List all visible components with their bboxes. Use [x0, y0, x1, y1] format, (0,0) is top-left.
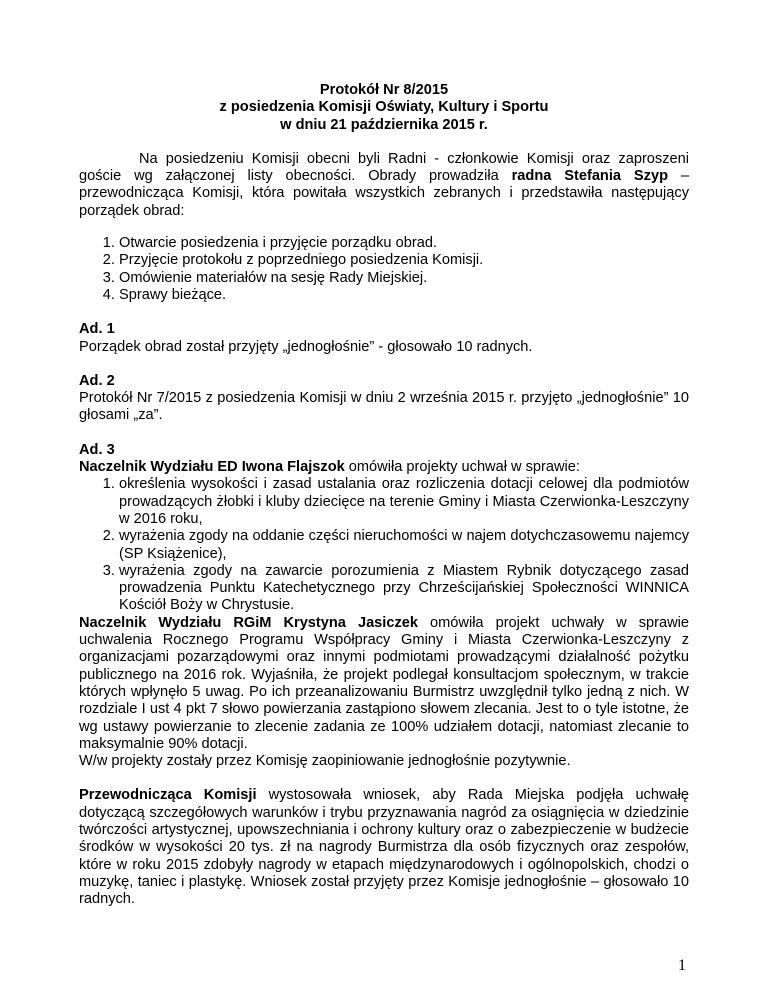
section-ad3 — [79, 442, 689, 771]
intro-paragraph — [79, 151, 689, 220]
ad1-heading: Ad. 1 — [79, 321, 115, 338]
section-ad2 — [79, 373, 689, 425]
ed-department-head: Naczelnik Wydziału ED Iwona Flajszok — [79, 459, 345, 476]
resolution-item: 3. wyrażenia zgody na zawarcie porozumienia z Miastem Rybnik dotyczącego zasad prowadzenia Punktu Katechetycznego przy Chrześcijańskiej Społeczności WINNICA Kościół Boży w Chrystusie. — [119, 563, 689, 615]
agenda-list — [79, 235, 689, 304]
ad3-p1-text: omówiła projekty uchwał w sprawie: — [344, 459, 580, 476]
title-line-1: Protokół Nr 8/2015 — [319, 82, 449, 98]
title-line-3: w dniu 21 października 2015 r. — [280, 116, 488, 133]
motion-author: Przewodnicząca Komisji — [79, 787, 257, 804]
agenda-item: 4. Sprawy bieżące. — [119, 287, 689, 304]
title-line-2: z posiedzenia Komisji Oświaty, Kultury i Sportu — [219, 99, 549, 116]
ad3-p2-text: omówiła projekt uchwały w sprawie uchwalenia Rocznego Programu Współpracy Gminy i Miasta Czerwionka-Leszczyny z organizacjami pozarządowymi oraz innymi podmiotami prowadzącymi działalność pożytku publicznego na 2016 rok. Wyjaśniła, że projekt podlegał konsultacjom społecznym, w trakcie których wpłynęło 5 uwag. Po ich przeanalizowaniu Burmistrz uwzględnił tylko jedną z nich. W rozdziale I ust 4 pkt 7 słowo powierzania zastąpiono słowem zlecania. Jest to o tyle istotne, że wg ustawy powierzanie to zlecenie zadania ze 100% udziałem dotacji, natomiast zlecanie to maksymalnie 90% dotacji. — [79, 614, 689, 752]
agenda-item: 3. Omówienie materiałów na sesję Rady Miejskiej. — [119, 270, 689, 287]
ad3-paragraph-3: W/w projekty zostały przez Komisję zaopiniowanie jednogłośnie pozytywnie. — [79, 753, 571, 770]
ad1-text: Porządek obrad został przyjęty „jednogłośnie” - głosowało 10 radnych. — [79, 338, 533, 355]
intro-text-1: Na posiedzeniu Komisji obecni byli Radni - członkowie Komisji oraz zaproszeni goście wg załączonej listy obecności. Obrady prowadziła — [79, 150, 689, 185]
ad2-heading: Ad. 2 — [79, 372, 115, 389]
ad2-text: Protokół Nr 7/2015 z posiedzenia Komisji w dniu 2 września 2015 r. przyjęto „jednogłośnie” 10 głosami „za”. — [79, 390, 689, 424]
protocol-title — [79, 82, 689, 134]
ad3-heading: Ad. 3 — [79, 441, 115, 458]
chairperson-name: radna Stefania Szyp — [511, 168, 668, 185]
motion-paragraph — [79, 787, 689, 908]
resolution-item: 2. wyrażenia zgody na oddanie części nieruchomości w najem dotychczasowemu najemcy (SP Książenice), — [119, 528, 689, 563]
rgim-department-head: Naczelnik Wydziału RGiM Krystyna Jasiczek — [79, 614, 418, 631]
agenda-item: 1. Otwarcie posiedzenia i przyjęcie porządku obrad. — [119, 235, 689, 252]
intro-text-2: – przewodnicząca Komisji, która powitała wszystkich zebranych i przedstawiła następujący porządek obrad: — [79, 168, 689, 219]
ad3-paragraph-1 — [79, 459, 689, 476]
resolution-list — [79, 476, 689, 614]
document-content — [79, 82, 689, 908]
page-number: 1 — [678, 957, 686, 974]
section-ad1 — [79, 321, 689, 356]
agenda-item: 2. Przyjęcie protokołu z poprzedniego posiedzenia Komisji. — [119, 252, 689, 269]
motion-text: wystosowała wniosek, aby Rada Miejska podjęła uchwałę dotyczącą szczegółowych warunków i trybu przyznawania nagród za osiągnięcia w dziedzinie twórczości artystycznej, upowszechniania i ochrony kultury oraz o zabezpieczenie w budżecie środków w wysokości 20 tys. zł na nagrody Burmistrza dla osób fizycznych oraz zespołów, które w roku 2015 zdobyły nagrody w etapach międzynarodowych i ogólnopolskich, chodzi o muzykę, taniec i plastykę. Wniosek został przyjęty przez Komisje jednogłośnie – głosowało 10 radnych. — [79, 787, 689, 908]
ad3-paragraph-2 — [79, 615, 689, 753]
resolution-item: 1. określenia wysokości i zasad ustalania oraz rozliczenia dotacji celowej dla podmiotów prowadzących żłobki i kluby dziecięce na terenie Gminy i Miasta Czerwionka-Leszczyny w 2016 roku, — [119, 476, 689, 528]
